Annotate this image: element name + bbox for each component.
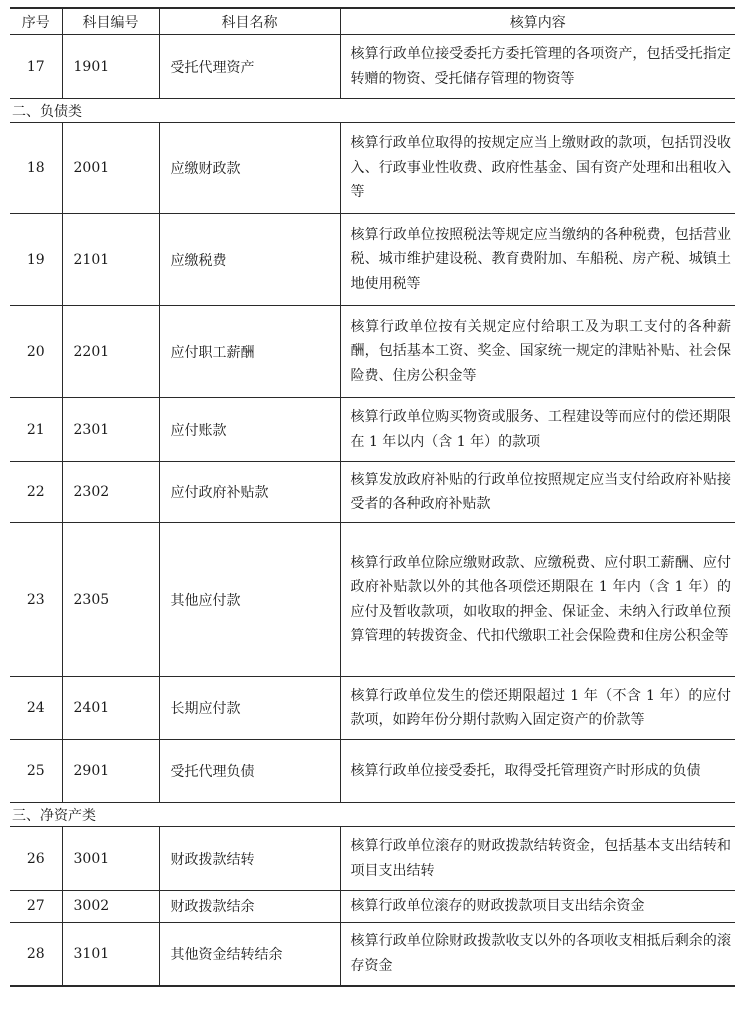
table-row: [10, 306, 735, 398]
row-code: 2301: [62, 398, 159, 462]
row-seq: 21: [10, 398, 62, 462]
row-name: 应缴财政款: [159, 123, 340, 214]
table-row: [10, 523, 735, 677]
row-name: 应付账款: [159, 398, 340, 462]
row-name: 应缴税费: [159, 214, 340, 306]
header-code: 科目编号: [62, 8, 159, 35]
row-code: 2901: [62, 740, 159, 803]
row-seq: 28: [10, 922, 62, 986]
row-desc: 核算行政单位发生的偿还期限超过 1 年（不含 1 年）的应付款项，如跨年份分期付款购入固定资产的价款等: [340, 677, 735, 740]
row-desc: 核算行政单位滚存的财政拨款结转资金，包括基本支出结转和项目支出结转: [340, 827, 735, 891]
row-desc: 核算行政单位滚存的财政拨款项目支出结余资金: [340, 891, 735, 923]
row-name: 应付政府补贴款: [159, 462, 340, 523]
table-row: [10, 740, 735, 803]
row-desc: 核算行政单位接受委托方委托管理的各项资产，包括受托指定转赠的物资、受托储存管理的物资等: [340, 35, 735, 99]
row-code: 2001: [62, 123, 159, 214]
section-title: 二、负债类: [10, 99, 735, 123]
row-desc: 核算行政单位除财政拨款收支以外的各项收支相抵后剩余的滚存资金: [340, 922, 735, 986]
table-row: [10, 462, 735, 523]
row-desc: 核算行政单位取得的按规定应当上缴财政的款项，包括罚没收入、行政事业性收费、政府性基金、国有资产处理和出租收入等: [340, 123, 735, 214]
row-name: 财政拨款结转: [159, 827, 340, 891]
row-code: 3002: [62, 891, 159, 923]
row-seq: 20: [10, 306, 62, 398]
row-desc: 核算行政单位按照税法等规定应当缴纳的各种税费，包括营业税、城市维护建设税、教育费附加、车船税、房产税、城镇土地使用税等: [340, 214, 735, 306]
table-row: [10, 214, 735, 306]
row-name: 长期应付款: [159, 677, 340, 740]
row-name: 其他应付款: [159, 523, 340, 677]
accounts-table: [10, 7, 735, 987]
row-code: 3101: [62, 922, 159, 986]
row-seq: 26: [10, 827, 62, 891]
header-name: 科目名称: [159, 8, 340, 35]
table-row: [10, 891, 735, 923]
row-code: 2201: [62, 306, 159, 398]
row-code: 2101: [62, 214, 159, 306]
row-seq: 19: [10, 214, 62, 306]
row-seq: 24: [10, 677, 62, 740]
row-code: 2401: [62, 677, 159, 740]
header-row: [10, 8, 735, 35]
table-row: [10, 123, 735, 214]
row-code: 2305: [62, 523, 159, 677]
table-row: [10, 398, 735, 462]
table-row: [10, 677, 735, 740]
row-seq: 18: [10, 123, 62, 214]
section-row: [10, 99, 735, 123]
row-name: 受托代理负债: [159, 740, 340, 803]
table-row: [10, 922, 735, 986]
row-code: 1901: [62, 35, 159, 99]
header-seq: 序号: [10, 8, 62, 35]
table-row: [10, 35, 735, 99]
row-name: 财政拨款结余: [159, 891, 340, 923]
row-desc: 核算发放政府补贴的行政单位按照规定应当支付给政府补贴接受者的各种政府补贴款: [340, 462, 735, 523]
row-seq: 17: [10, 35, 62, 99]
table-row: [10, 827, 735, 891]
row-desc: 核算行政单位按有关规定应付给职工及为职工支付的各种薪酬，包括基本工资、奖金、国家统一规定的津贴补贴、社会保险费、住房公积金等: [340, 306, 735, 398]
row-name: 受托代理资产: [159, 35, 340, 99]
row-seq: 27: [10, 891, 62, 923]
row-code: 3001: [62, 827, 159, 891]
row-desc: 核算行政单位接受委托，取得受托管理资产时形成的负债: [340, 740, 735, 803]
header-desc: 核算内容: [340, 8, 735, 35]
row-desc: 核算行政单位除应缴财政款、应缴税费、应付职工薪酬、应付政府补贴款以外的其他各项偿还期限在 1 年内（含 1 年）的应付及暂收款项，如收取的押金、保证金、未纳入行政单位预算管理的转拨资金、代扣代缴职工社会保险费和住房公积金等: [340, 523, 735, 677]
section-row: [10, 803, 735, 827]
section-title: 三、净资产类: [10, 803, 735, 827]
row-name: 其他资金结转结余: [159, 922, 340, 986]
row-desc: 核算行政单位购买物资或服务、工程建设等而应付的偿还期限在 1 年以内（含 1 年）的款项: [340, 398, 735, 462]
row-seq: 23: [10, 523, 62, 677]
row-seq: 22: [10, 462, 62, 523]
row-code: 2302: [62, 462, 159, 523]
row-seq: 25: [10, 740, 62, 803]
row-name: 应付职工薪酬: [159, 306, 340, 398]
